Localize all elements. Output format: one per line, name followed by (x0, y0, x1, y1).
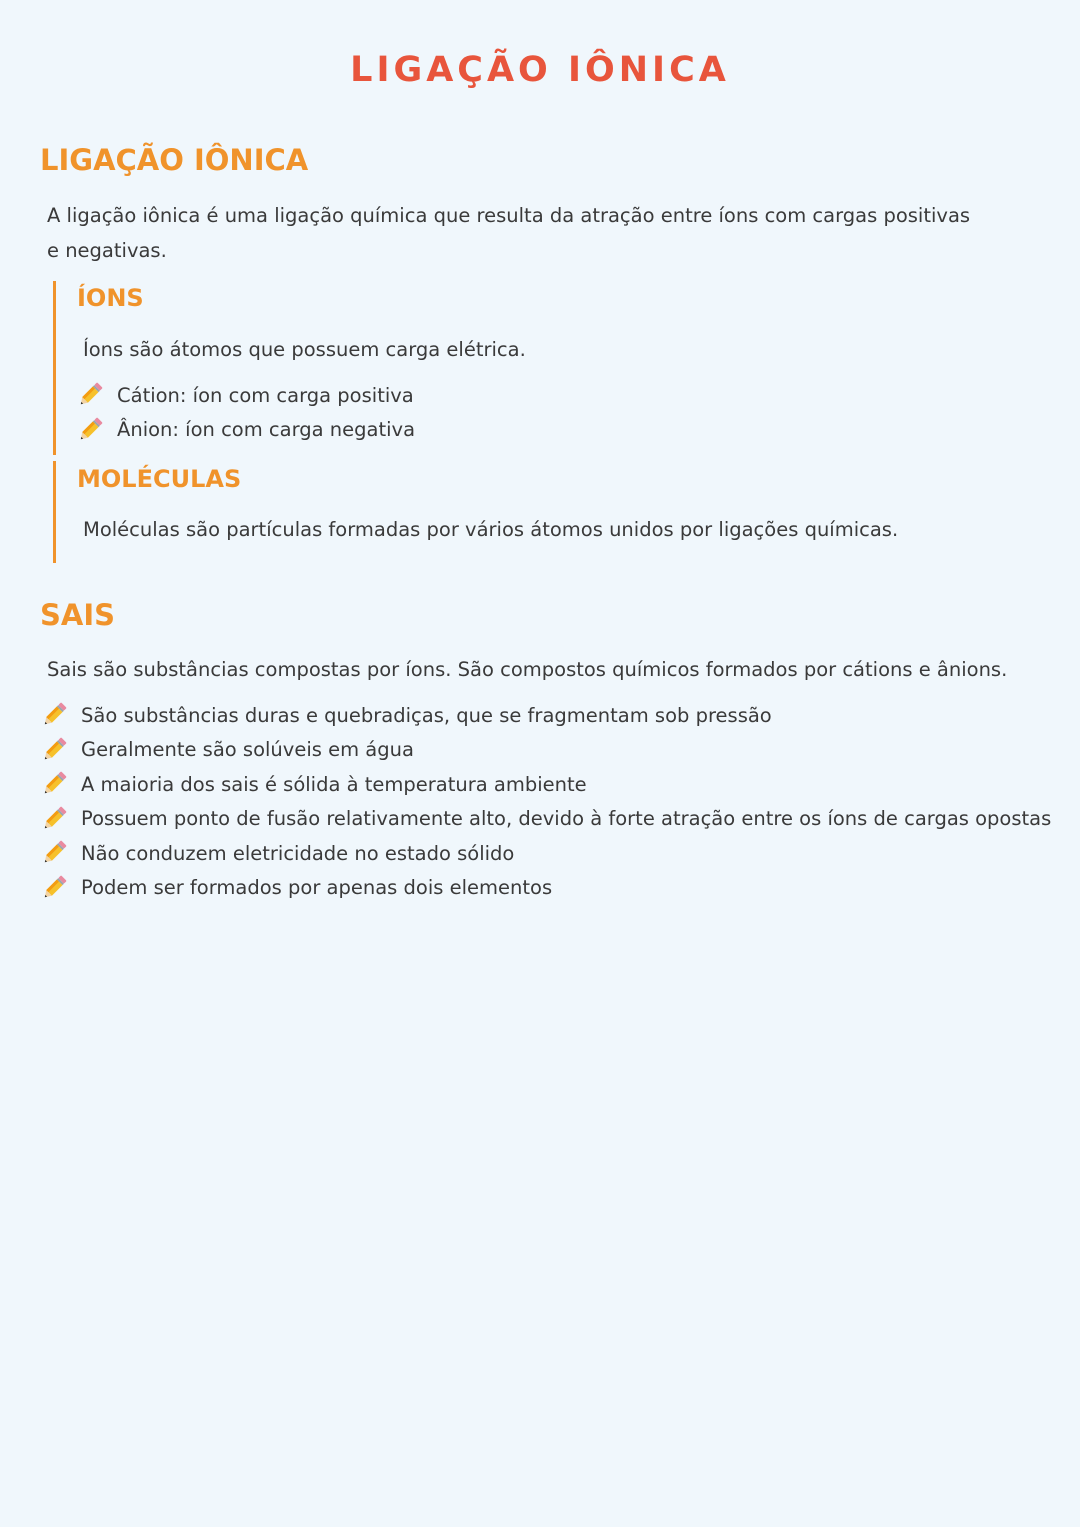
list-item-text: A maioria dos sais é sólida à temperatura ambiente (81, 772, 587, 796)
list-item-text: Podem ser formados por apenas dois elementos (81, 876, 553, 900)
list-item-text: Geralmente são solúveis em água (81, 738, 414, 762)
pencil-icon (39, 700, 69, 730)
page-title: LIGAÇÃO IÔNICA (350, 50, 730, 90)
list-item-text: Não conduzem eletricidade no estado sólido (81, 841, 515, 865)
sais-list (39, 698, 1051, 905)
list-item-text: Ânion: íon com carga negativa (117, 418, 416, 442)
section-heading-ligacao: LIGAÇÃO IÔNICA (40, 143, 309, 177)
subsection-heading-moleculas: MOLÉCULAS (77, 465, 242, 493)
pencil-icon (39, 804, 69, 834)
sais-paragraph: Sais são substâncias compostas por íons. São compostos químicos formados por cátions e ânions. (47, 658, 1008, 681)
list-item (39, 767, 1051, 802)
list-item (39, 698, 1051, 733)
pencil-icon (39, 838, 69, 868)
section-heading-sais: SAIS (40, 598, 116, 632)
pencil-icon (75, 415, 105, 445)
pencil-icon (39, 873, 69, 903)
pencil-icon (75, 380, 105, 410)
subsection-heading-ions: ÍONS (77, 284, 144, 312)
ligacao-paragraph: A ligação iônica é uma ligação química que resulta da atração entre íons com cargas positivas e negativas. (47, 204, 971, 262)
list-item-text: São substâncias duras e quebradiças, que se fragmentam sob pressão (81, 703, 772, 727)
list-item (75, 413, 415, 448)
moleculas-accent-bar (53, 461, 56, 563)
moleculas-text: Moléculas são partículas formadas por vários átomos unidos por ligações químicas. (83, 518, 899, 541)
pencil-icon (39, 735, 69, 765)
list-item (39, 871, 1051, 906)
list-item-text: Cátion: íon com carga positiva (117, 383, 414, 407)
list-item-text: Possuem ponto de fusão relativamente alto, devido à forte atração entre os íons de cargas opostas (81, 807, 1052, 831)
list-item (39, 836, 1051, 871)
list-item (39, 733, 1051, 768)
list-item (75, 378, 415, 413)
ions-accent-bar (53, 281, 56, 455)
ions-list (75, 378, 415, 447)
list-item (39, 802, 1051, 837)
pencil-icon (39, 769, 69, 799)
ions-text: Íons são átomos que possuem carga elétrica. (83, 338, 526, 361)
